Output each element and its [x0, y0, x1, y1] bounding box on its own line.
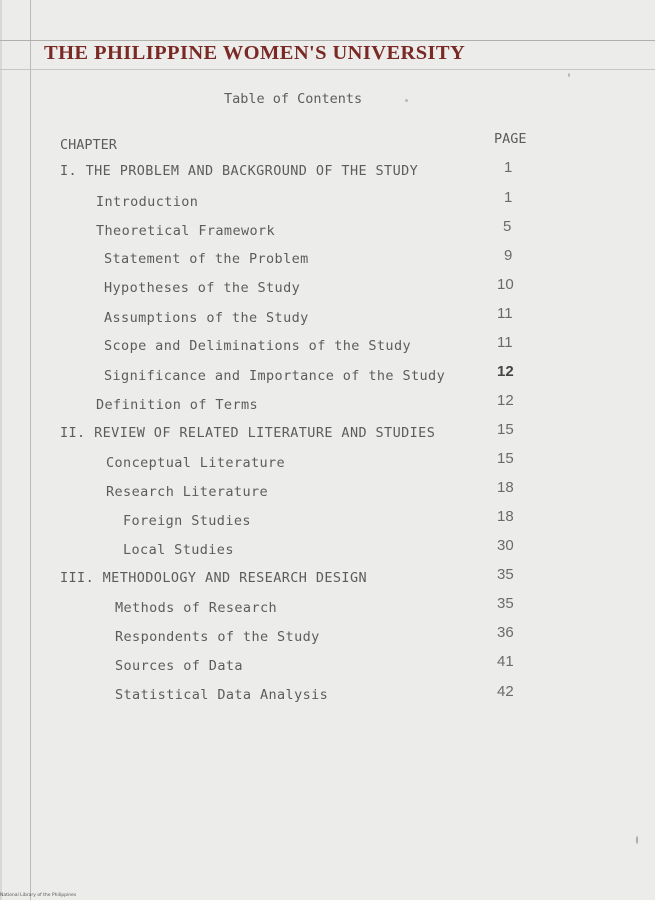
- university-name: THE PHILIPPINE WOMEN'S UNIVERSITY: [44, 42, 466, 64]
- toc-page-chapter-2: 15: [497, 421, 514, 438]
- page-edge-line: [0, 0, 2, 900]
- toc-page-chapter-1: 1: [504, 159, 513, 176]
- toc-entry-local-studies: Local Studies: [123, 542, 234, 558]
- header-rule-top: [0, 40, 655, 41]
- margin-rule: [30, 0, 31, 900]
- toc-page-conceptual-literature: 15: [497, 450, 514, 467]
- toc-page-foreign-studies: 18: [497, 508, 514, 525]
- toc-entry-significance: Significance and Importance of the Study: [104, 368, 446, 384]
- toc-entry-research-literature: Research Literature: [106, 484, 269, 500]
- toc-entry-statement-of-problem: Statement of the Problem: [104, 251, 309, 267]
- toc-entry-foreign-studies: Foreign Studies: [123, 513, 251, 529]
- toc-entry-sources-of-data: Sources of Data: [115, 658, 243, 674]
- toc-entry-introduction: Introduction: [96, 194, 199, 210]
- archive-footer: National Library of the Philippines: [0, 893, 77, 898]
- toc-page-theoretical-framework: 5: [503, 218, 512, 235]
- toc-page-chapter-3: 35: [497, 566, 514, 583]
- toc-page-significance: 12: [497, 363, 514, 380]
- toc-page-respondents: 36: [497, 624, 514, 641]
- toc-page-sources-of-data: 41: [497, 653, 514, 670]
- toc-page-methods-of-research: 35: [497, 595, 514, 612]
- toc-entry-hypotheses: Hypotheses of the Study: [104, 280, 301, 296]
- toc-entry-chapter-3: III. METHODOLOGY AND RESEARCH DESIGN: [60, 570, 367, 586]
- toc-title: Table of Contents: [224, 91, 363, 107]
- toc-entry-theoretical-framework: Theoretical Framework: [96, 223, 276, 239]
- toc-page-research-literature: 18: [497, 479, 514, 496]
- header-rule-bottom: [0, 69, 655, 70]
- chapter-column-label: CHAPTER: [60, 137, 117, 153]
- toc-entry-assumptions: Assumptions of the Study: [104, 310, 309, 326]
- toc-entry-statistical-analysis: Statistical Data Analysis: [115, 687, 329, 703]
- toc-page-statistical-analysis: 42: [497, 683, 514, 700]
- toc-page-local-studies: 30: [497, 537, 514, 554]
- toc-entry-scope: Scope and Deliminations of the Study: [104, 338, 411, 354]
- paper-speck: [636, 836, 638, 844]
- toc-entry-methods-of-research: Methods of Research: [115, 600, 278, 616]
- paper-speck: [568, 73, 570, 77]
- page-column-label: PAGE: [494, 131, 527, 147]
- toc-entry-chapter-2: II. REVIEW OF RELATED LITERATURE AND STUDIES: [60, 425, 436, 441]
- toc-entry-chapter-1: I. THE PROBLEM AND BACKGROUND OF THE STUDY: [60, 163, 419, 179]
- toc-entry-respondents: Respondents of the Study: [115, 629, 320, 645]
- toc-page-statement-of-problem: 9: [504, 247, 513, 264]
- toc-page-assumptions: 11: [497, 305, 513, 322]
- toc-page-hypotheses: 10: [497, 276, 514, 293]
- toc-page-definition-of-terms: 12: [497, 392, 514, 409]
- toc-page-introduction: 1: [504, 189, 513, 206]
- paper-speck: [405, 99, 408, 102]
- toc-entry-definition-of-terms: Definition of Terms: [96, 397, 259, 413]
- toc-entry-conceptual-literature: Conceptual Literature: [106, 455, 286, 471]
- toc-page-scope: 11: [497, 334, 513, 351]
